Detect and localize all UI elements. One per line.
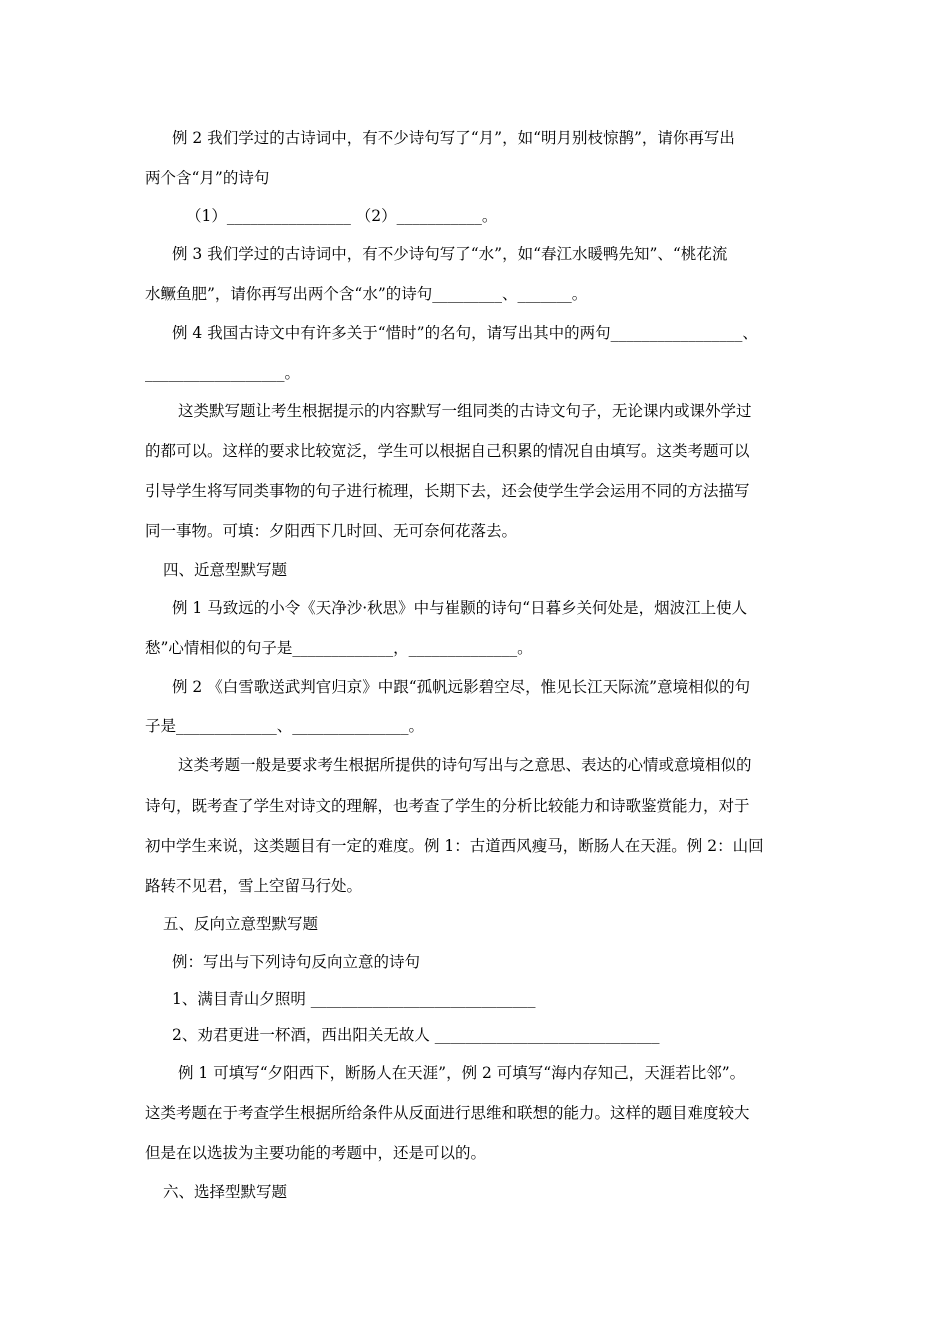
section-4-heading: 四、近意型默写题 xyxy=(163,561,288,579)
section-5-heading: 五、反向立意型默写题 xyxy=(163,915,319,933)
analysis-paragraph-1-line-1: 这类默写题让考生根据提示的内容默写一组同类的古诗文句子，无论课内或课外学过 xyxy=(178,402,752,420)
section-4-example-2-line-1: 例 2 《白雪歌送武判官归京》中跟“孤帆远影碧空尽，惟见长江天际流”意境相似的句 xyxy=(172,678,751,696)
analysis-paragraph-1-line-4: 同一事物。可填：夕阳西下几时回、无可奈何花落去。 xyxy=(145,522,518,540)
analysis-paragraph-3-line-3: 但是在以选拔为主要功能的考题中，还是可以的。 xyxy=(145,1144,487,1162)
section-4-example-1-line-1: 例 1 马致远的小令《天净沙·秋思》中与崔颢的诗句“日暮乡关何处是，烟波江上使人 xyxy=(172,599,748,617)
section-5-item-1: 1、满目青山夕照明 _____________________________ xyxy=(172,990,536,1008)
analysis-paragraph-1-line-2: 的都可以。这样的要求比较宽泛，学生可以根据自己积累的情况自由填写。这类考题可以 xyxy=(145,442,750,460)
example-2-blanks: （1）________________ （2）___________。 xyxy=(186,207,498,225)
section-5-item-2: 2、劝君更进一杯酒，西出阳关无故人 _____________________________ xyxy=(172,1026,660,1044)
example-3-water-line-1: 例 3 我们学过的古诗词中，有不少诗句写了“水”，如“春江水暖鸭先知”、“桃花流 xyxy=(172,245,728,263)
example-4-time-line-1: 例 4 我国古诗文中有许多关于“惜时”的名句，请写出其中的两句_________________、 xyxy=(172,324,758,342)
section-4-example-1-line-2: 愁”心情相似的句子是_____________，______________。 xyxy=(145,639,533,657)
example-4-time-line-2: __________________。 xyxy=(145,364,301,382)
analysis-paragraph-2-line-4: 路转不见君，雪上空留马行处。 xyxy=(145,877,363,895)
example-2-moon-line-2: 两个含“月”的诗句 xyxy=(145,169,270,187)
section-4-example-2-line-2: 子是_____________、_______________。 xyxy=(145,717,425,735)
analysis-paragraph-2-line-3: 初中学生来说，这类题目有一定的难度。例 1：古道西风瘦马，断肠人在天涯。例 2：山回 xyxy=(145,837,764,855)
section-5-instruction: 例：写出与下列诗句反向立意的诗句 xyxy=(172,953,421,971)
section-6-heading: 六、选择型默写题 xyxy=(163,1183,288,1201)
example-3-water-line-2: 水鳜鱼肥”，请你再写出两个含“水”的诗句_________、_______。 xyxy=(145,285,588,303)
example-2-moon-line-1: 例 2 我们学过的古诗词中，有不少诗句写了“月”，如“明月别枝惊鹊”，请你再写出 xyxy=(172,129,735,147)
analysis-paragraph-2-line-2: 诗句，既考查了学生对诗文的理解，也考查了学生的分析比较能力和诗歌鉴赏能力，对于 xyxy=(145,797,750,815)
analysis-paragraph-1-line-3: 引导学生将写同类事物的句子进行梳理，长期下去，还会使学生学会运用不同的方法描写 xyxy=(145,482,750,500)
analysis-paragraph-3-line-1: 例 1 可填写“夕阳西下，断肠人在天涯”，例 2 可填写“海内存知己，天涯若比邻”。 xyxy=(178,1064,746,1082)
analysis-paragraph-2-line-1: 这类考题一般是要求考生根据所提供的诗句写出与之意思、表达的心情或意境相似的 xyxy=(178,756,752,774)
analysis-paragraph-3-line-2: 这类考题在于考查学生根据所给条件从反面进行思维和联想的能力。这样的题目难度较大 xyxy=(145,1104,750,1122)
